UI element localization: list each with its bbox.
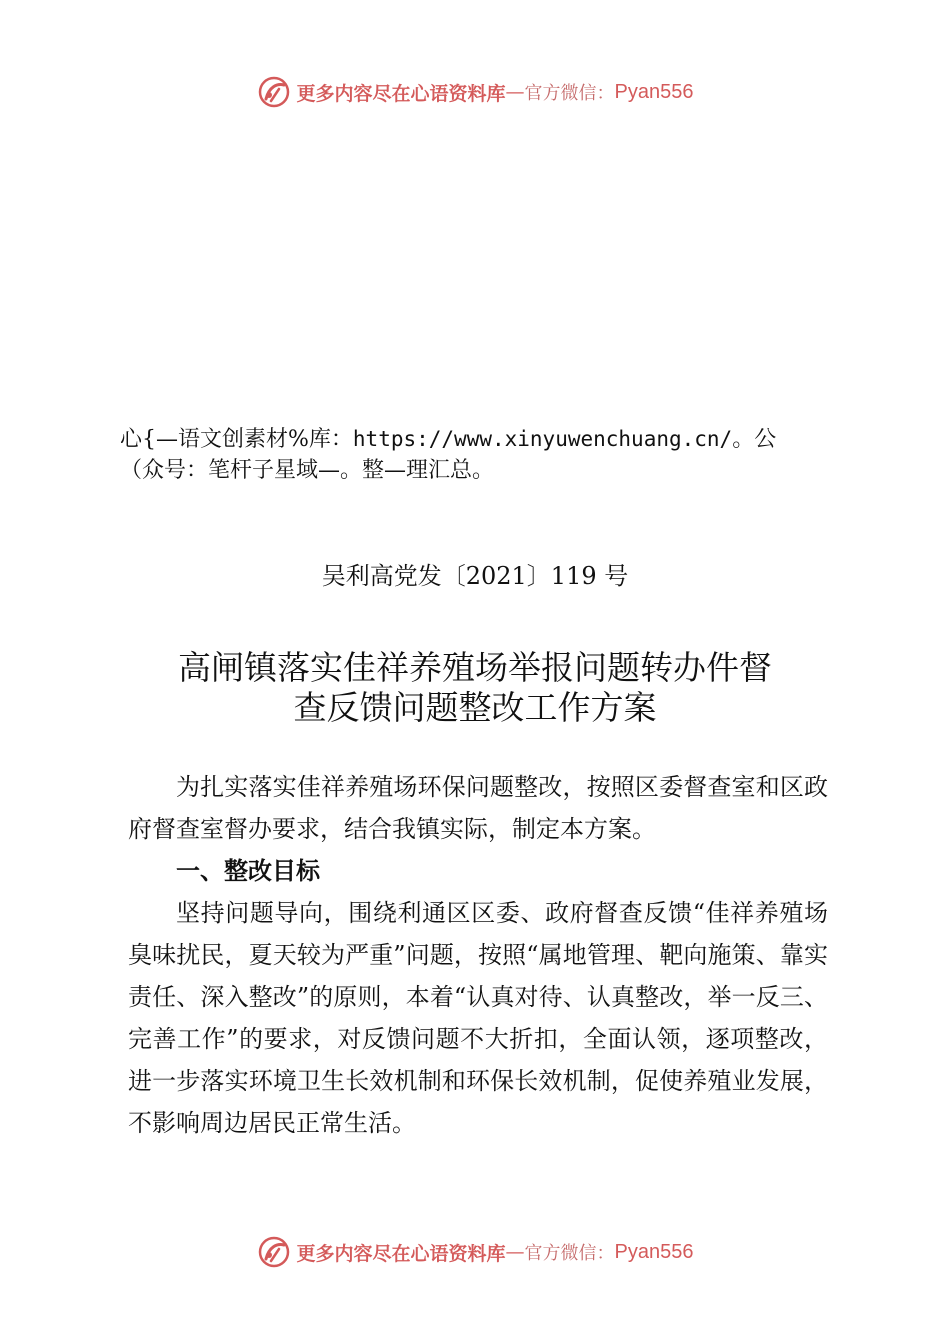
notice-line-2: （众号：笔杆子星域—。整—理汇总。 [120,458,495,483]
document-body [128,766,828,1144]
notice-url: https://www.xinyuwenchuang.cn/ [352,427,733,451]
banner-contact-id: Pyan556 [614,1240,694,1263]
section-1-heading: 一、整改目标 [176,857,320,885]
brand-logo-icon [257,1235,291,1269]
title-line-2: 查反馈问题整改工作方案 [293,688,657,727]
notice-line-1-prefix: 心{—语文创素材%库： [120,427,353,452]
section-1-paragraph: 坚持问题导向，围绕利通区区委、政府督查反馈“佳祥养殖场臭味扰民，夏天较为严重”问题，按照“属地管理、靶向施策、靠实责任、深入整改”的原则，本着“认真对待、认真整改，举一反三、完善工作”的要求，对反馈问题不大折扣，全面认领，逐项整改，进一步落实环境卫生长效机制和环保长效机制，促使养殖业发展，不影响周边居民正常生活。 [128,899,828,1137]
banner-text: 更多内容尽在心语资料库 [296,82,506,105]
banner-dash: — [505,1241,525,1263]
notice-line-1 [120,424,840,455]
document-title [125,648,825,728]
notice-line-1-suffix: 。公 [732,427,777,452]
source-notice [120,424,840,486]
intro-paragraph: 为扎实落实佳祥养殖场环保问题整改，按照区委督查室和区政府督查室督办要求，结合我镇实际，制定本方案。 [128,773,828,843]
footer-banner [0,1230,950,1274]
title-line-1: 高闸镇落实佳祥养殖场举报问题转办件督 [178,648,772,687]
banner-contact-label: 官方微信： [524,83,615,104]
brand-logo-icon [257,75,291,109]
banner-contact-id: Pyan556 [614,80,694,103]
header-banner [0,70,950,114]
document-number: 吴利高党发〔2021〕119 号 [321,562,629,590]
banner-contact-label: 官方微信： [524,1243,615,1264]
banner-text: 更多内容尽在心语资料库 [296,1242,506,1265]
banner-dash: — [505,81,525,103]
